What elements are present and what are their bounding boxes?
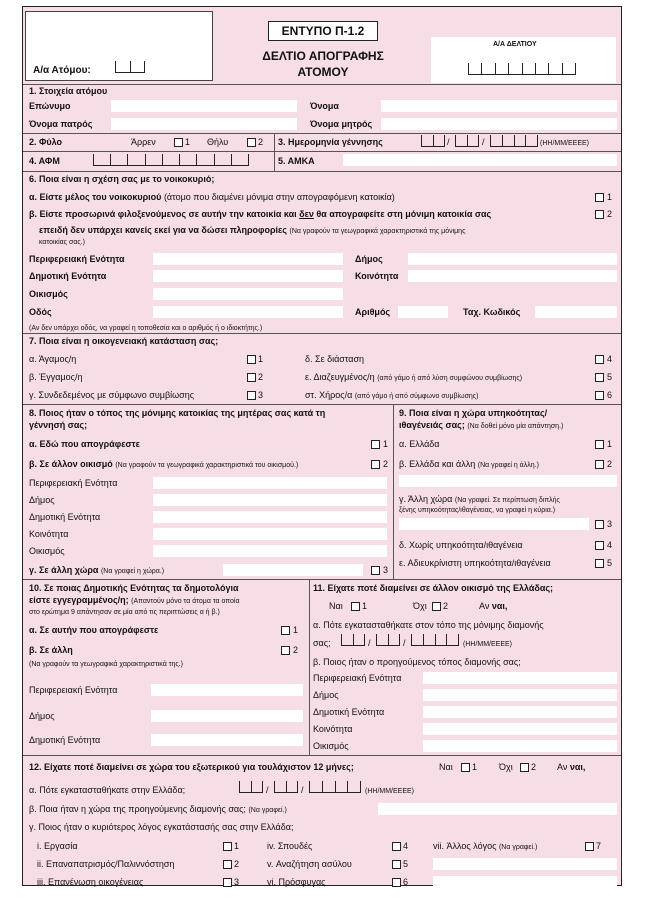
- s2-title: 2. Φύλο: [29, 137, 63, 147]
- reason-other: vii. Άλλος λόγος: [433, 841, 497, 851]
- s10-a-checkbox[interactable]: [281, 626, 290, 635]
- separated-checkbox[interactable]: [595, 355, 604, 364]
- code-2: 2: [607, 209, 613, 219]
- code-4: 4: [607, 540, 613, 550]
- reason-work-checkbox[interactable]: [223, 842, 232, 851]
- code-2: 2: [293, 645, 299, 655]
- person-no-label: Α/α Ατόμου:: [33, 65, 91, 76]
- s6-b: β. Είστε προσωρινά φιλοξενούμενος σε αυτήν την κατοικία και: [29, 209, 297, 219]
- s11-a-2: σας;: [313, 638, 331, 648]
- form-title-2: ΑΤΟΜΟΥ: [297, 65, 349, 79]
- s8-c-checkbox[interactable]: [371, 566, 380, 575]
- s8-community-field[interactable]: [153, 528, 387, 540]
- s8-a: α. Εδώ που απογράφεστε: [29, 439, 140, 449]
- surname-field[interactable]: [111, 100, 297, 112]
- slash: /: [266, 785, 269, 795]
- card-no-label: Α/Α ΔΕΛΤΙΟΥ: [493, 41, 537, 48]
- s10-mun-unit-label: Δημοτική Ενότητα: [29, 735, 101, 745]
- slash: /: [368, 638, 371, 648]
- s12-yes-checkbox[interactable]: [461, 763, 470, 772]
- slash: /: [447, 137, 450, 147]
- s10-a: α. Σε αυτήν που απογράφεστε: [29, 625, 159, 635]
- mun-unit-field[interactable]: [153, 270, 343, 282]
- code-3: 3: [258, 390, 264, 400]
- female-code: 2: [258, 137, 264, 147]
- code-1: 1: [258, 354, 264, 364]
- code-4: 4: [403, 841, 409, 851]
- s7-married: β. Έγγαμος/η: [29, 372, 83, 382]
- s7-divorced: ε. Διαζευγμένος/η: [305, 372, 375, 382]
- code-1: 1: [362, 601, 368, 611]
- s12-c: γ. Ποιος ήταν ο κυριότερος λόγος εγκατάστασής σας στην Ελλάδα;: [29, 822, 294, 832]
- card-no-input[interactable]: [468, 63, 576, 75]
- single-checkbox[interactable]: [247, 355, 256, 364]
- postal-field[interactable]: [535, 306, 617, 318]
- s12-if: Αν: [557, 762, 570, 772]
- name-label: Όνομα: [310, 101, 339, 111]
- male-code: 1: [185, 137, 191, 147]
- afm-input[interactable]: [93, 154, 249, 166]
- s3-title: 3. Ημερομηνία γέννησης: [278, 137, 383, 147]
- s8-b: β. Σε άλλον οικισμό: [29, 459, 113, 469]
- code-1: 1: [234, 841, 240, 851]
- s10-region-field[interactable]: [151, 684, 303, 696]
- code-5: 5: [607, 558, 613, 568]
- s8-settlement-label: Οικισμός: [29, 546, 65, 556]
- reason-family: iii. Επανένωση οικογένειας: [37, 877, 144, 887]
- s12-country-field[interactable]: [378, 803, 617, 815]
- s4-title: 4. ΑΦΜ: [29, 156, 60, 166]
- s11-if: Αν: [479, 601, 492, 611]
- code-2: 2: [258, 372, 264, 382]
- code-1: 1: [607, 192, 613, 202]
- s10-b: β. Σε άλλη: [29, 645, 73, 655]
- s11-a: α. Πότε εγκατασταθήκατε στον τόπο της μόνιμης διαμονής: [313, 620, 544, 630]
- slash: /: [301, 785, 304, 795]
- mother-label: Όνομα μητρός: [310, 119, 373, 129]
- s7-partnered: γ. Συνδεδεμένος με σύμφωνο συμβίωσης: [29, 390, 195, 400]
- s8-c: γ. Σε άλλη χώρα: [29, 565, 99, 575]
- s10-title: 10. Σε ποιας Δημοτικής Ενότητας τα δημοτολόγια: [29, 583, 239, 593]
- census-form: [22, 6, 622, 886]
- s8-country-field[interactable]: [223, 564, 363, 576]
- code-2: 2: [443, 601, 449, 611]
- s11-community-label: Κοινότητα: [313, 724, 353, 734]
- s8-b-note: (Να γραφούν τα γεωγραφικά χαρακτηριστικά του οικισμού.): [115, 462, 299, 469]
- s11-settlement-label: Οικισμός: [313, 741, 349, 751]
- s9-d-checkbox[interactable]: [595, 541, 604, 550]
- male-checkbox[interactable]: [174, 138, 183, 147]
- s11-settlement-field[interactable]: [423, 740, 617, 752]
- partnered-checkbox[interactable]: [247, 391, 256, 400]
- married-checkbox[interactable]: [247, 373, 256, 382]
- community-label: Κοινότητα: [355, 271, 399, 281]
- male-label: Άρρεν: [131, 137, 156, 147]
- s12-yes: Ναι: [439, 762, 453, 772]
- reason-asylum-checkbox[interactable]: [392, 860, 401, 869]
- s8-mun-unit-field[interactable]: [153, 511, 387, 523]
- code-6: 6: [607, 390, 613, 400]
- amka-field[interactable]: [343, 154, 617, 166]
- s12-year[interactable]: [309, 781, 361, 793]
- s8-mun-unit-label: Δημοτική Ενότητα: [29, 512, 101, 522]
- s12-month[interactable]: [274, 781, 298, 793]
- s12-no-checkbox[interactable]: [520, 763, 529, 772]
- slash: /: [403, 638, 406, 648]
- s9-title-2: ιθαγένειάς σας;: [399, 420, 465, 430]
- s9-a: α. Ελλάδα: [399, 439, 440, 449]
- s9-c-checkbox[interactable]: [595, 520, 604, 529]
- date-format: (ΗΗ/ΜΜ/ΕΕΕΕ): [540, 140, 589, 147]
- reason-refugee-checkbox[interactable]: [392, 878, 401, 887]
- reason-family-checkbox[interactable]: [223, 878, 232, 887]
- female-checkbox[interactable]: [247, 138, 256, 147]
- s9-a-checkbox[interactable]: [595, 440, 604, 449]
- s6-b-3: επειδή δεν υπάρχει κανείς εκεί για να δώσει πληροφορίες: [39, 225, 287, 235]
- s11-title: 11. Είχατε ποτέ διαμείνει σε άλλον οικισμό της Ελλάδας;: [313, 583, 554, 593]
- s9-c-note: (Να γραφεί. Σε περίπτωση διπλής: [454, 497, 560, 504]
- code-2: 2: [234, 859, 240, 869]
- s8-municipality-field[interactable]: [153, 494, 387, 506]
- s9-b-checkbox[interactable]: [595, 460, 604, 469]
- s6-a-note: (άτομο που διαμένει μόνιμα στην απογραφόμενη κατοικία): [163, 192, 395, 202]
- reason-studies-checkbox[interactable]: [392, 842, 401, 851]
- s6-footnote: (Αν δεν υπάρχει οδός, να γραφεί η τοποθεσία και ο αριθμός ή ο ιδιοκτήτης.): [29, 325, 263, 332]
- region-label: Περιφερειακή Ενότητα: [29, 254, 125, 264]
- s9-title: 9. Ποια είναι η χώρα υπηκοότητας/: [399, 408, 548, 418]
- s11-municipality-field[interactable]: [423, 689, 617, 701]
- s7-separated: δ. Σε διάσταση: [305, 354, 365, 364]
- settlement-field[interactable]: [153, 288, 343, 300]
- s10-title-2: είστε εγγεγραμμένος/η;: [29, 595, 129, 605]
- birth-day[interactable]: [421, 135, 445, 147]
- community-field[interactable]: [408, 270, 617, 282]
- person-no-input[interactable]: [115, 61, 145, 73]
- s10-b-checkbox[interactable]: [281, 646, 290, 655]
- s7-title: 7. Ποια είναι η οικογενειακή κατάσταση σας;: [29, 336, 219, 346]
- s8-c-note: (Να γραφεί η χώρα.): [100, 568, 165, 575]
- s8-community-label: Κοινότητα: [29, 529, 69, 539]
- s7-divorced-note: (από γάμο ή από λύση συμφώνου συμβίωσης): [377, 375, 523, 382]
- reason-other-field[interactable]: [433, 858, 617, 870]
- form-code: ΕΝΤΥΠΟ Π-1.2: [268, 21, 378, 41]
- s9-e: ε. Αδιευκρίνιστη υπηκοότητα/ιθαγένεια: [399, 558, 551, 568]
- code-4: 4: [607, 354, 613, 364]
- reason-repatriation: ii. Επαναπατρισμός/Παλιννόστηση: [37, 859, 175, 869]
- s9-b: β. Ελλάδα και άλλη: [399, 459, 476, 469]
- street-label: Οδός: [29, 307, 52, 317]
- code-5: 5: [607, 372, 613, 382]
- s11-no-checkbox[interactable]: [432, 602, 441, 611]
- s8-title-2: γέννησή σας;: [29, 420, 88, 430]
- number-label: Αριθμός: [355, 307, 391, 317]
- s12-no: Όχι: [499, 762, 513, 772]
- divorced-checkbox[interactable]: [595, 373, 604, 382]
- region-field[interactable]: [153, 253, 343, 265]
- code-1: 1: [607, 439, 613, 449]
- reason-refugee: vi. Πρόσφυγας: [267, 877, 326, 887]
- settlement-label: Οικισμός: [29, 289, 68, 299]
- widowed-checkbox[interactable]: [595, 391, 604, 400]
- s9-c: γ. Άλλη χώρα: [399, 494, 453, 504]
- s8-a-checkbox[interactable]: [371, 440, 380, 449]
- s12-if-yes: ναι,: [569, 762, 586, 772]
- code-2: 2: [383, 459, 389, 469]
- s6-b-den: δεν: [299, 209, 314, 219]
- s11-year[interactable]: [411, 634, 459, 646]
- reason-studies: iv. Σπουδές: [267, 841, 313, 851]
- code-1: 1: [472, 762, 478, 772]
- code-3: 3: [383, 565, 389, 575]
- code-6: 6: [403, 877, 409, 887]
- s7-widowed-note: (από γάμο ή από σύμφωνο συμβίωσης): [354, 393, 479, 400]
- number-field[interactable]: [398, 306, 448, 318]
- s6-b-note: (Να γραφούν τα γεωγραφικά χαρακτηριστικά της μόνιμης: [289, 228, 466, 235]
- mother-name-field[interactable]: [381, 118, 617, 130]
- s11-region-label: Περιφερειακή Ενότητα: [313, 673, 402, 683]
- reason-asylum: v. Αναζήτηση ασύλου: [267, 859, 352, 869]
- name-field[interactable]: [381, 100, 617, 112]
- s6-title: 6. Ποια είναι η σχέση σας με το νοικοκυριό;: [29, 174, 215, 184]
- s10-municipality-field[interactable]: [151, 710, 303, 722]
- s6-b-2: θα απογραφείτε στη μόνιμη κατοικία σας: [316, 209, 492, 219]
- father-label: Όνομα πατρός: [29, 119, 93, 129]
- s5-title: 5. ΑΜΚΑ: [278, 156, 315, 166]
- s9-b-note: (Να γραφεί η άλλη.): [477, 462, 539, 469]
- s12-b: β. Ποια ήταν η χώρα της προηγούμενης διαμονής σας;: [29, 804, 246, 814]
- s9-note: (Να δοθεί μόνο μία απάντηση.): [467, 423, 564, 430]
- s12-title: 12. Είχατε ποτέ διαμείνει σε χώρα του εξωτερικού για τουλάχιστον 12 μήνες;: [29, 762, 354, 772]
- s8-region-label: Περιφερειακή Ενότητα: [29, 478, 118, 488]
- s10-note-2: στο ερώτημα 9 απάντησαν σε μία από τις περιπτώσεις α ή β.): [29, 609, 220, 616]
- s11-month[interactable]: [376, 634, 400, 646]
- s7-single: α. Άγαμος/η: [29, 354, 77, 364]
- female-label: Θήλυ: [207, 137, 229, 147]
- code-2: 2: [607, 459, 613, 469]
- code-2: 2: [531, 762, 537, 772]
- s12-day[interactable]: [239, 781, 263, 793]
- form-title: ΔΕΛΤΙΟ ΑΠΟΓΡΑΦΗΣ: [262, 49, 384, 63]
- s6-b-note2: κατοικίας σας.): [39, 239, 86, 246]
- s8-settlement-field[interactable]: [153, 545, 387, 557]
- reason-work: i. Εργασία: [37, 841, 78, 851]
- s10-municipality-label: Δήμος: [29, 711, 55, 721]
- s7-widowed: στ. Χήρος/α: [305, 390, 353, 400]
- code-7: 7: [596, 841, 602, 851]
- reason-other-note: (Να γραφεί.): [498, 844, 538, 851]
- s6-b-checkbox[interactable]: [595, 210, 604, 219]
- municipality-field[interactable]: [408, 253, 617, 265]
- s9-c-note-2: ξένης υπηκοότητας/ιθαγένειας, να γραφεί η κύρια.): [399, 507, 556, 514]
- mun-unit-label: Δημοτική Ενότητα: [29, 271, 107, 281]
- s6-a-checkbox[interactable]: [595, 193, 604, 202]
- s11-mun-unit-field[interactable]: [423, 706, 617, 718]
- father-name-field[interactable]: [111, 118, 297, 130]
- code-5: 5: [403, 859, 409, 869]
- code-3: 3: [607, 519, 613, 529]
- s11-yes: Ναι: [329, 601, 343, 611]
- s11-date-format: (ΗΗ/ΜΜ/ΕΕΕΕ): [463, 641, 512, 648]
- s9-d: δ. Χωρίς υπηκοότητα/ιθαγένεια: [399, 540, 523, 550]
- code-1: 1: [293, 625, 299, 635]
- postal-label: Ταχ. Κωδικός: [463, 307, 521, 317]
- code-1: 1: [383, 439, 389, 449]
- s11-if-yes: ναι,: [491, 601, 508, 611]
- s11-day[interactable]: [341, 634, 365, 646]
- slash: /: [482, 137, 485, 147]
- s8-b-checkbox[interactable]: [371, 460, 380, 469]
- street-field[interactable]: [153, 306, 343, 318]
- s9-other-field[interactable]: [399, 475, 617, 487]
- s11-region-field[interactable]: [423, 672, 617, 684]
- s11-yes-checkbox[interactable]: [351, 602, 360, 611]
- s11-mun-unit-label: Δημοτική Ενότητα: [313, 707, 385, 717]
- s11-municipality-label: Δήμος: [313, 690, 339, 700]
- s10-region-label: Περιφερειακή Ενότητα: [29, 685, 118, 695]
- s6-a: α. Είστε μέλος του νοικοκυριού: [29, 192, 162, 202]
- s10-b-note: (Να γραφούν τα γεωγραφικά χαρακτηριστικά της.): [29, 661, 183, 668]
- reason-repatriation-checkbox[interactable]: [223, 860, 232, 869]
- s9-e-checkbox[interactable]: [595, 559, 604, 568]
- s9-country-field[interactable]: [399, 518, 589, 530]
- birth-year[interactable]: [490, 135, 538, 147]
- reason-other-field-2[interactable]: [433, 876, 617, 888]
- s8-region-field[interactable]: [153, 477, 387, 489]
- s12-date-format: (ΗΗ/ΜΜ/ΕΕΕΕ): [365, 788, 414, 795]
- s10-mun-unit-field[interactable]: [151, 734, 303, 746]
- s8-title: 8. Ποιος ήταν ο τόπος της μόνιμης κατοικίας της μητέρας σας κατά τη: [29, 408, 326, 418]
- surname-label: Επώνυμο: [29, 101, 71, 111]
- s1-title: 1. Στοιχεία ατόμου: [29, 86, 108, 96]
- code-3: 3: [234, 877, 240, 887]
- s10-note: (Απαντούν μόνο τα άτομα τα οποία: [131, 598, 240, 605]
- s8-municipality-label: Δήμος: [29, 495, 55, 505]
- birth-month[interactable]: [455, 135, 479, 147]
- s12-a: α. Πότε εγκατασταθήκατε στην Ελλάδα;: [29, 785, 186, 795]
- s11-b: β. Ποιος ήταν ο προηγούμενος τόπος διαμονής σας;: [313, 657, 521, 667]
- s11-community-field[interactable]: [423, 723, 617, 735]
- reason-other-checkbox[interactable]: [585, 842, 594, 851]
- s12-b-note: (Να γραφεί.): [248, 807, 287, 814]
- municipality-label: Δήμος: [355, 254, 383, 264]
- s11-no: Όχι: [413, 601, 427, 611]
